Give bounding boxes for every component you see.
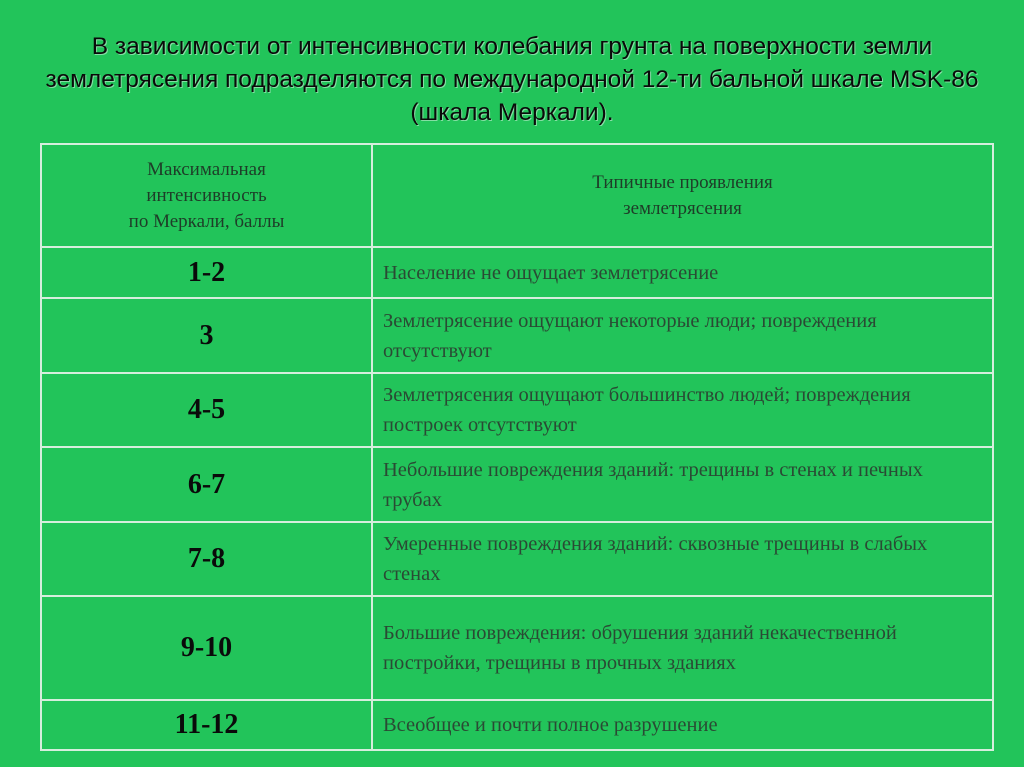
row-score: 3: [41, 298, 372, 373]
row-description: Землетрясение ощущают некоторые люди; повреждения отсутствуют: [372, 298, 993, 373]
header-intensity: Максимальная интенсивность по Меркали, баллы: [41, 144, 372, 247]
row-score: 9-10: [41, 596, 372, 700]
row-score: 7-8: [41, 522, 372, 596]
table-row: [41, 298, 993, 373]
table-header-row: [41, 144, 993, 247]
row-description: Умеренные повреждения зданий: сквозные трещины в слабых стенах: [372, 522, 993, 596]
row-description: Землетрясения ощущают большинство людей; повреждения построек отсутствуют: [372, 373, 993, 447]
table-row: [41, 247, 993, 298]
table-row: [41, 596, 993, 700]
row-description: Население не ощущает землетрясение: [372, 247, 993, 298]
row-description: Небольшие повреждения зданий: трещины в стенах и печных трубах: [372, 447, 993, 522]
table-row: [41, 522, 993, 596]
table-row: [41, 447, 993, 522]
row-score: 6-7: [41, 447, 372, 522]
mercalli-scale-table: [40, 143, 994, 751]
table-row: [41, 700, 993, 750]
row-score: 1-2: [41, 247, 372, 298]
row-score: 11-12: [41, 700, 372, 750]
table-row: [41, 373, 993, 447]
row-description: Большие повреждения: обрушения зданий некачественной постройки, трещины в прочных зданиях: [372, 596, 993, 700]
slide-title: В зависимости от интенсивности колебания грунта на поверхности земли землетрясения подразделяются по международной 12-ти бальной шкале MSK-86 (шкала Меркали).: [45, 33, 979, 126]
header-manifestations: Типичные проявления землетрясения: [372, 144, 993, 247]
row-description: Всеобщее и почти полное разрушение: [372, 700, 993, 750]
row-score: 4-5: [41, 373, 372, 447]
